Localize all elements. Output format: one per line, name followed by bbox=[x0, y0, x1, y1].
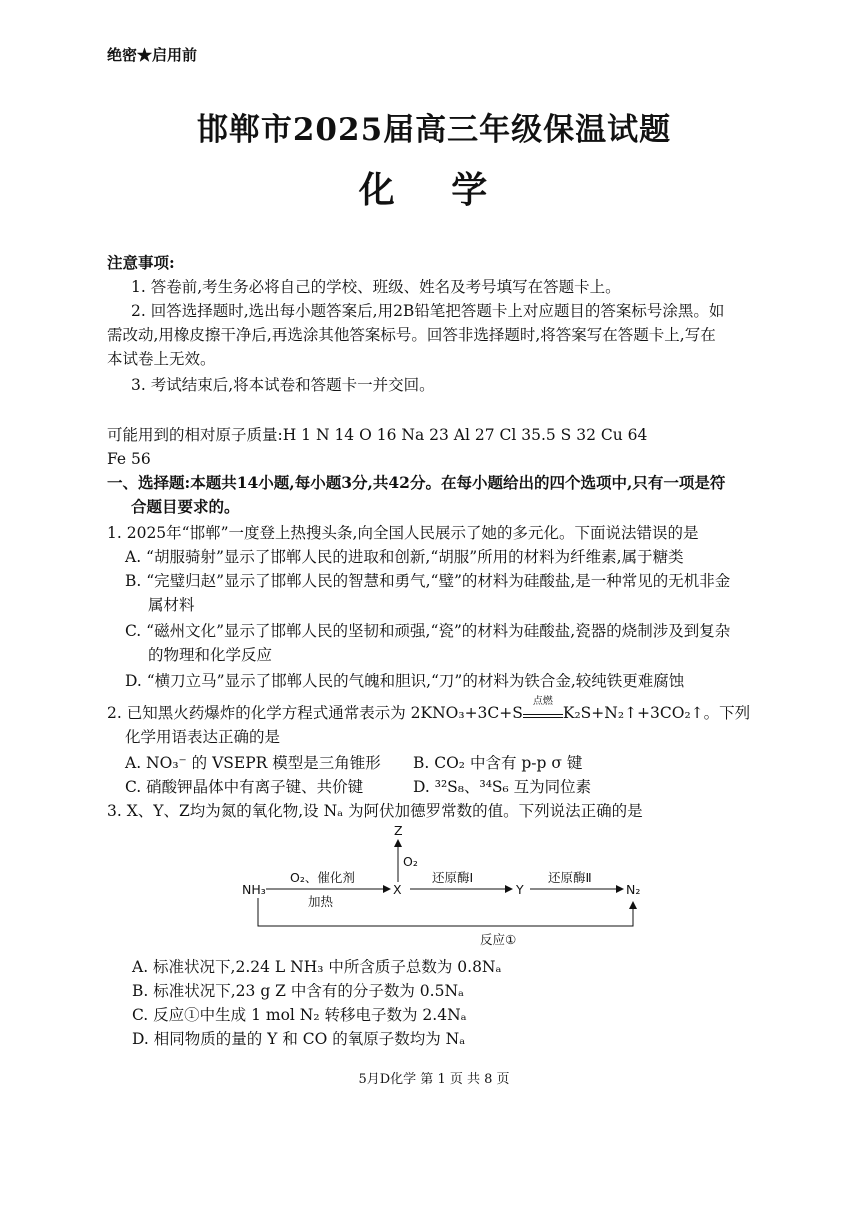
q2-option-a: A. NO₃⁻ 的 VSEPR 模型是三角锥形 bbox=[125, 754, 381, 772]
nitrogen-cycle-diagram bbox=[230, 822, 650, 952]
q1-option-b: B. “完璧归赵”显示了邯郸人民的智慧和勇气,“璧”的材料为硅酸盐,是一种常见的无机非金 bbox=[125, 572, 731, 590]
q2-reaction-arrow bbox=[523, 696, 563, 718]
notes-item-1: 1. 答卷前,考生务必将自己的学校、班级、姓名及考号填写在答题卡上。 bbox=[131, 278, 621, 296]
notes-item-2-cont: 需改动,用橡皮擦干净后,再选涂其他答案标号。回答非选择题时,将答案写在答题卡上,写在 bbox=[107, 326, 716, 344]
node-z: Z bbox=[394, 823, 403, 838]
q2-condition: 点燃 bbox=[532, 696, 553, 707]
q1-option-a: A. “胡服骑射”显示了邯郸人民的进取和创新,“胡服”所用的材料为纤维素,属于糖类 bbox=[125, 548, 684, 566]
label-enzyme-1: 还原酶Ⅰ bbox=[432, 870, 474, 885]
section-heading-cont: 合题目要求的。 bbox=[131, 497, 240, 516]
q1-option-c: C. “磁州文化”显示了邯郸人民的坚韧和顽强,“瓷”的材料为硅酸盐,瓷器的烧制涉及到复杂 bbox=[125, 622, 731, 640]
label-o2: O₂ bbox=[403, 854, 418, 869]
confidential-label: 绝密★启用前 bbox=[107, 46, 198, 64]
subject-title: 化 学 bbox=[358, 169, 510, 211]
atomic-masses-cont: Fe 56 bbox=[107, 450, 151, 468]
notes-item-2: 2. 回答选择题时,选出每小题答案后,用2B铅笔把答题卡上对应题目的答案标号涂黑。如 bbox=[131, 302, 725, 320]
exam-title: 邯郸市2025届高三年级保温试题 bbox=[196, 112, 672, 148]
q2-equation-right: K₂S+N₂↑+3CO₂↑。下列 bbox=[562, 704, 751, 722]
q3-option-d: D. 相同物质的量的 Y 和 CO 的氧原子数均为 Nₐ bbox=[132, 1030, 466, 1048]
label-heat: 加热 bbox=[308, 894, 334, 909]
node-y: Y bbox=[516, 882, 524, 897]
node-n2: N₂ bbox=[626, 882, 641, 897]
q2-option-b: B. CO₂ 中含有 p-p σ 键 bbox=[413, 754, 583, 772]
atomic-masses: 可能用到的相对原子质量:H 1 N 14 O 16 Na 23 Al 27 Cl 35.5 S 32 Cu 64 bbox=[107, 426, 648, 444]
notes-heading: 注意事项: bbox=[107, 253, 175, 272]
section-heading: 一、选择题:本题共14小题,每小题3分,共42分。在每小题给出的四个选项中,只有一项是符 bbox=[107, 473, 726, 492]
notes-item-2-cont2: 本试卷上无效。 bbox=[107, 350, 216, 368]
label-reaction-1: 反应① bbox=[480, 932, 517, 947]
q1-option-c-cont: 的物理和化学反应 bbox=[148, 646, 273, 664]
q3-stem: 3. X、Y、Z均为氮的氧化物,设 Nₐ 为阿伏加德罗常数的值。下列说法正确的是 bbox=[107, 802, 643, 820]
q1-option-b-cont: 属材料 bbox=[148, 596, 195, 614]
q1-option-d: D. “横刀立马”显示了邯郸人民的气魄和胆识,“刀”的材料为铁合金,较纯铁更难腐蚀 bbox=[125, 672, 685, 690]
q1-stem: 1. 2025年“邯郸”一度登上热搜头条,向全国人民展示了她的多元化。下面说法错误的是 bbox=[107, 524, 699, 542]
node-nh3: NH₃ bbox=[242, 882, 266, 897]
q2-stem-cont: 化学用语表达正确的是 bbox=[125, 728, 281, 746]
q2-equation-left: 2. 已知黑火药爆炸的化学方程式通常表示为 2KNO₃+3C+S bbox=[107, 704, 523, 722]
q3-option-b: B. 标准状况下,23 g Z 中含有的分子数为 0.5Nₐ bbox=[132, 982, 464, 1000]
q3-option-c: C. 反应①中生成 1 mol N₂ 转移电子数为 2.4Nₐ bbox=[132, 1006, 467, 1024]
q2-stem bbox=[107, 696, 751, 724]
page-footer: 5月D化学 第 1 页 共 8 页 bbox=[358, 1072, 510, 1087]
label-enzyme-2: 还原酶Ⅱ bbox=[548, 870, 592, 885]
notes-item-3: 3. 考试结束后,将本试卷和答题卡一并交回。 bbox=[131, 376, 435, 394]
q2-option-c: C. 硝酸钾晶体中有离子键、共价键 bbox=[125, 778, 364, 796]
node-x: X bbox=[393, 882, 402, 897]
q3-option-a: A. 标准状况下,2.24 L NH₃ 中所含质子总数为 0.8Nₐ bbox=[132, 958, 502, 976]
label-o2-catalyst: O₂、催化剂 bbox=[290, 870, 355, 885]
q2-option-d: D. ³²S₈、³⁴S₆ 互为同位素 bbox=[413, 778, 592, 796]
